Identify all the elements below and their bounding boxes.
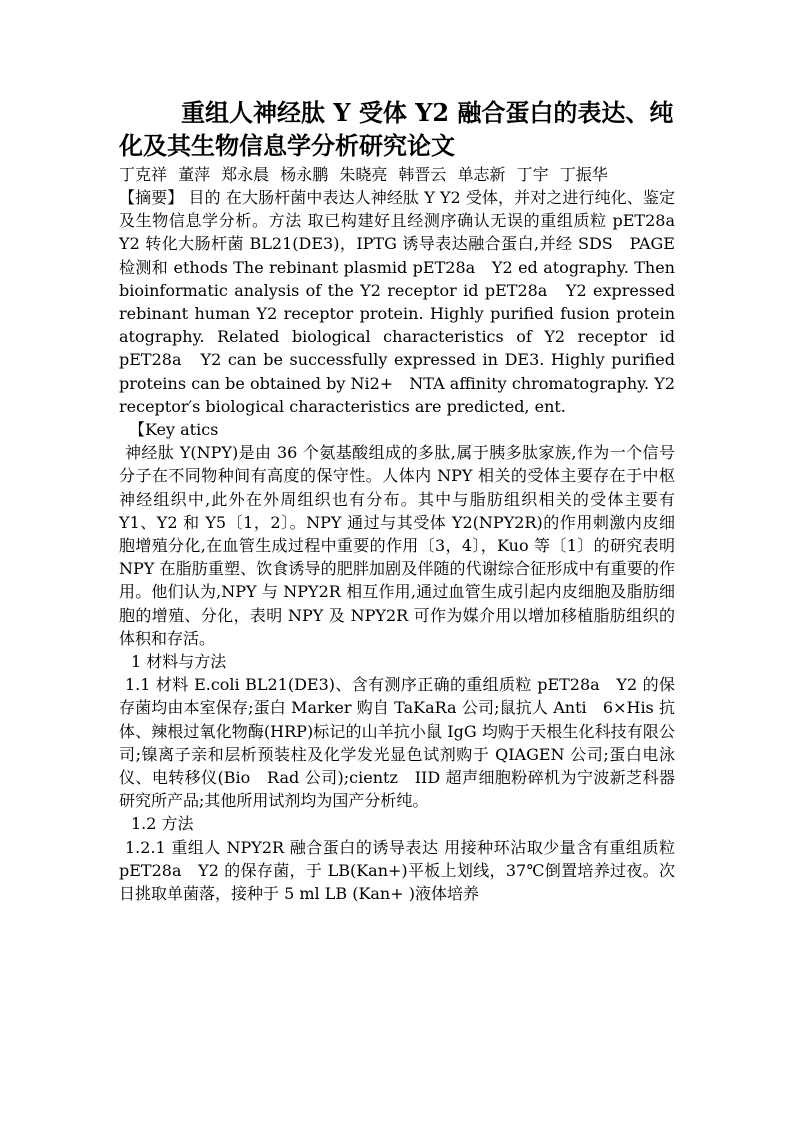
section-heading-materials-methods: 1 材料与方法	[131, 652, 227, 672]
intro-paragraph: 神经肽 Y(NPY)是由 36 个氨基酸组成的多肽,属于胰多肽家族,作为一个信号分子在不同物种间有高度的保守性。人体内 NPY 相关的受体主要存在于中枢神经组织中,此外在外周组织也有分布。其中与脂肪组织相关的受体主要有 Y1、Y2 和 Y5〔1，2〕。NPY 通过与其受体 Y2(NPY2R)的作用刺激内皮细胞增殖分化,在血管生成过程中重要的作用〔3，4〕，Kuo 等〔1〕的研究表明 NPY 在脂肪重塑、饮食诱导的肥胖加剧及伴随的代谢综合征形成中有重要的作用。他们认为,NPY 与 NPY2R 相互作用,通过血管生成引起内皮细胞及脂肪细胞的增殖、分化，表明 NPY 及 NPY2R 可作为媒介用以增加移植脂肪组织的体积和存活。	[119, 443, 675, 648]
materials-paragraph: 1.1 材料 E.coli BL21(DE3)、含有测序正确的重组质粒 pET28a Y2 的保存菌均由本室保存;蛋白 Marker 购自 TaKaRa 公司;鼠抗人 Anti 6×His 抗体、辣根过氧化物酶(HRP)标记的山羊抗小鼠 IgG 均购于天根生化科技有限公司;镍离子亲和层析预装柱及化学发光显色试剂购于 QIAGEN 公司;蛋白电泳仪、电转移仪(Bio Rad 公司);cientz IID 超声细胞粉碎机为宁波新芝科器研究所产品;其他所用试剂均为国产分析纯。	[119, 675, 675, 811]
paper-title: 重组人神经肽 Y 受体 Y2 融合蛋白的表达、纯化及其生物信息学分析研究论文	[119, 98, 674, 160]
author-list: 丁克祥 董萍 郑永晨 杨永鹏 朱晓亮 韩晋云 单志新 丁宇 丁振华	[119, 165, 608, 184]
subsection-heading-methods: 1.2 方法	[131, 814, 194, 834]
document-page	[119, 96, 692, 905]
keywords-line: 【Key atics	[129, 420, 219, 440]
methods-paragraph: 1.2.1 重组人 NPY2R 融合蛋白的诱导表达 用接种环沾取少量含有重组质粒 pET28a Y2 的保存菌，于 LB(Kan+)平板上划线，37℃倒置培养过夜。次日挑取单菌落，接种于 5 ml LB (Kan+ )液体培养	[119, 837, 675, 904]
abstract-paragraph: 【摘要】 目的 在大肠杆菌中表达人神经肽 Y Y2 受体，并对之进行纯化、鉴定及生物信息学分析。方法 取已构建好且经测序确认无误的重组质粒 pET28a Y2 转化大肠杆菌 BL21(DE3)，IPTG 诱导表达融合蛋白,并经 SDS PAGE 检测和 ethods The rebinant plasmid pET28a Y2 ed atography. Then bioinformatic analysis of the Y2 receptor id pET28a Y2 expressed rebinant human Y2 receptor protein. Highly purified fusion protein atography. Related biological characteristics of Y2 receptor id pET28a Y2 can be successfully expressed in DE3. Highly purified proteins can be obtained by Ni2+ NTA affinity chromatography. Y2 receptor′s biological characteristics are predicted, ent.	[119, 188, 692, 416]
